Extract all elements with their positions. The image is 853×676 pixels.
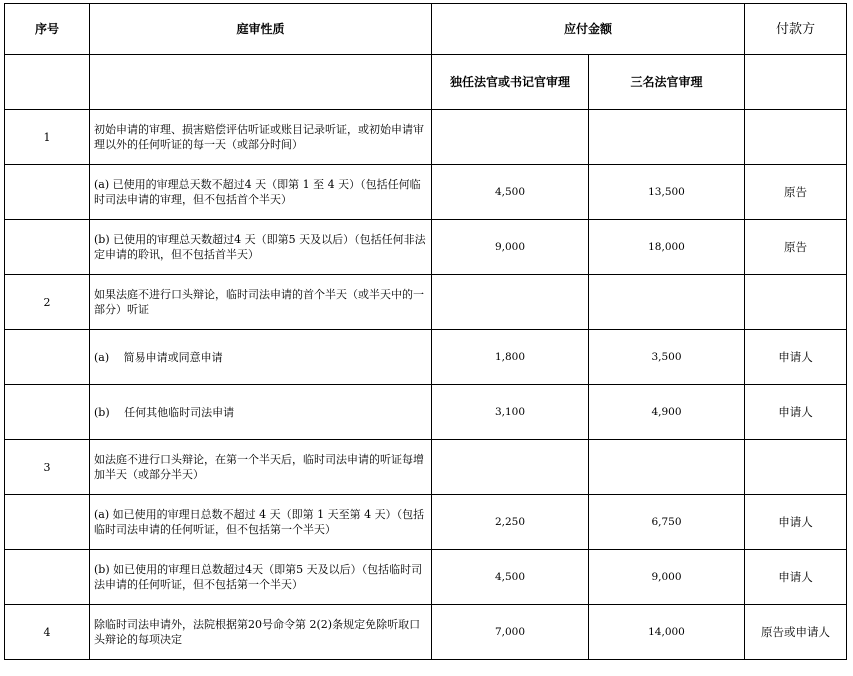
description-cell: 除临时司法申请外，法院根据第20号命令第 2(2)条规定免除听取口头辩论的每项决定	[90, 605, 432, 660]
single-judge-amount-cell: 4,500	[432, 550, 589, 605]
description-cell: (a) 已使用的审理总天数不超过4 天（即第 1 至 4 天）（包括任何临时司法申请的审理，但不包括首个半天）	[90, 165, 432, 220]
table-row	[5, 220, 847, 275]
payer-cell: 申请人	[745, 385, 847, 440]
table-row	[5, 110, 847, 165]
table-row	[5, 330, 847, 385]
description-cell: 如果法庭不进行口头辩论，临时司法申请的首个半天（或半天中的一部分）听证	[90, 275, 432, 330]
payer-cell: 申请人	[745, 550, 847, 605]
table-row	[5, 275, 847, 330]
single-judge-amount-cell: 3,100	[432, 385, 589, 440]
table-row	[5, 165, 847, 220]
table-row	[5, 550, 847, 605]
three-judge-amount-cell	[589, 110, 745, 165]
payer-cell: 原告	[745, 220, 847, 275]
payer-cell	[745, 440, 847, 495]
description-cell: (b) 已使用的审理总天数超过4 天（即第5 天及以后）（包括任何非法定申请的聆讯，但不包括首半天）	[90, 220, 432, 275]
three-judge-amount-cell: 3,500	[589, 330, 745, 385]
description-cell: (a) 简易申请或同意申请	[90, 330, 432, 385]
table-row	[5, 440, 847, 495]
table-row	[5, 385, 847, 440]
seq-header: 序号	[5, 4, 90, 55]
seq-cell	[5, 165, 90, 220]
seq-cell	[5, 220, 90, 275]
description-cell: (b) 如已使用的审理日总数超过4天（即第5 天及以后）（包括临时司法申请的任何听证，但不包括第一个半天）	[90, 550, 432, 605]
nature-header: 庭审性质	[90, 4, 432, 55]
payer-cell	[745, 275, 847, 330]
three-judge-amount-cell	[589, 275, 745, 330]
single-judge-amount-cell: 7,000	[432, 605, 589, 660]
seq-cell: 4	[5, 605, 90, 660]
description-cell: 如法庭不进行口头辩论，在第一个半天后，临时司法申请的听证每增加半天（或部分半天）	[90, 440, 432, 495]
three-judge-amount-cell: 13,500	[589, 165, 745, 220]
three-judge-header: 三名法官审理	[589, 55, 745, 110]
single-judge-amount-cell	[432, 110, 589, 165]
payer-cell: 原告	[745, 165, 847, 220]
three-judge-amount-cell: 6,750	[589, 495, 745, 550]
table-row	[5, 495, 847, 550]
single-judge-amount-cell: 9,000	[432, 220, 589, 275]
three-judge-amount-cell	[589, 440, 745, 495]
single-judge-header: 独任法官或书记官审理	[432, 55, 589, 110]
payer-cell: 原告或申请人	[745, 605, 847, 660]
payer-header: 付款方	[745, 4, 847, 55]
payer-subheader-blank	[745, 55, 847, 110]
seq-cell	[5, 330, 90, 385]
payer-cell: 申请人	[745, 495, 847, 550]
description-cell: (a) 如已使用的审理日总数不超过 4 天（即第 1 天至第 4 天）（包括临时司法申请的任何听证，但不包括第一个半天）	[90, 495, 432, 550]
single-judge-amount-cell	[432, 440, 589, 495]
seq-cell	[5, 550, 90, 605]
nature-subheader-blank	[90, 55, 432, 110]
single-judge-amount-cell	[432, 275, 589, 330]
three-judge-amount-cell: 9,000	[589, 550, 745, 605]
seq-subheader-blank	[5, 55, 90, 110]
table-row	[5, 605, 847, 660]
payer-cell: 申请人	[745, 330, 847, 385]
seq-cell: 1	[5, 110, 90, 165]
seq-cell: 3	[5, 440, 90, 495]
subheader-row	[5, 55, 847, 110]
amount-header: 应付金额	[432, 4, 745, 55]
three-judge-amount-cell: 4,900	[589, 385, 745, 440]
single-judge-amount-cell: 2,250	[432, 495, 589, 550]
fee-table	[4, 3, 847, 660]
seq-cell: 2	[5, 275, 90, 330]
three-judge-amount-cell: 14,000	[589, 605, 745, 660]
payer-cell	[745, 110, 847, 165]
single-judge-amount-cell: 4,500	[432, 165, 589, 220]
header-row	[5, 4, 847, 55]
three-judge-amount-cell: 18,000	[589, 220, 745, 275]
seq-cell	[5, 385, 90, 440]
description-cell: 初始申请的审理、损害赔偿评估听证或账目记录听证，或初始申请审理以外的任何听证的每一天（或部分时间）	[90, 110, 432, 165]
description-cell: (b) 任何其他临时司法申请	[90, 385, 432, 440]
seq-cell	[5, 495, 90, 550]
single-judge-amount-cell: 1,800	[432, 330, 589, 385]
